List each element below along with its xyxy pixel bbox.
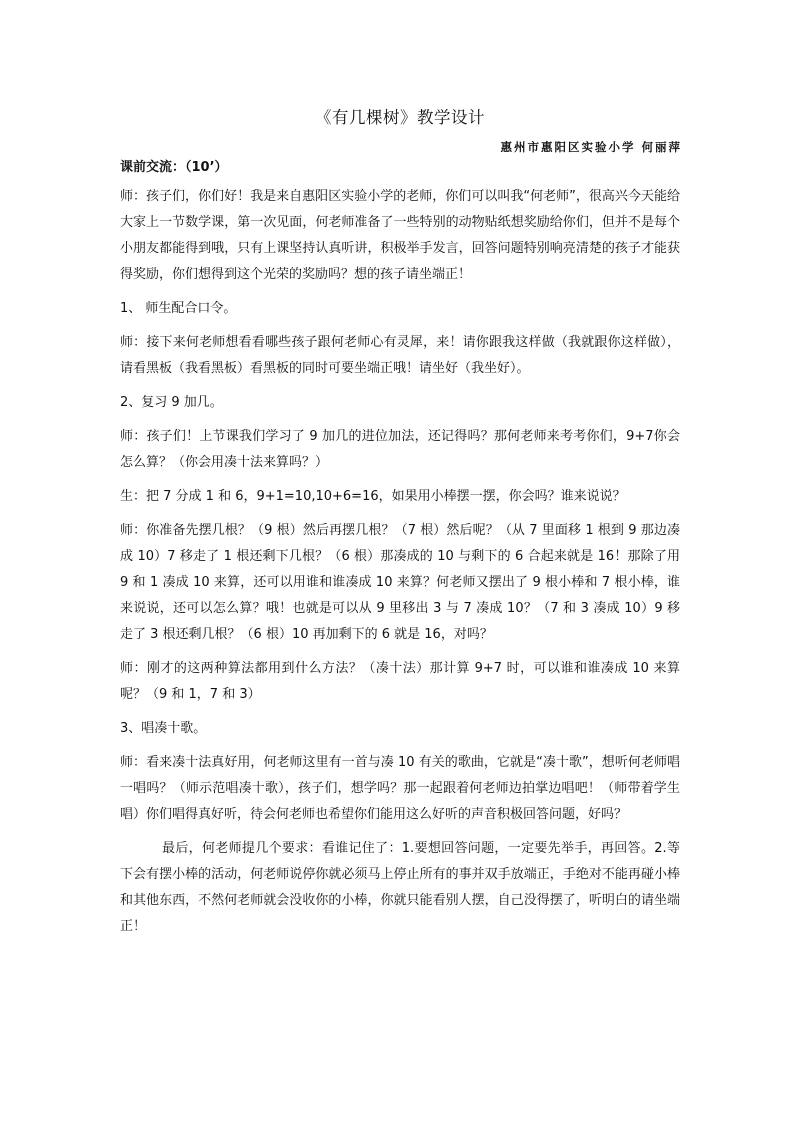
paragraph-stick-method: 师：你准备先摆几根？（9 根）然后再摆几根？（7 根）然后呢？（从 7 里面移 1 根到 9 那边凑成 10）7 移走了 1 根还剩下几根？（6 根）那凑成的 10 与剩下的 6 合起来就是 16！那除了用 9 和 1 凑成 10 来算，还可以用谁和谁凑成 10 来算？何老师又摆出了 9 根小棒和 7 根小棒，谁来说说，还可以怎么算？哦！也就是可以从 9 里移出 3 与 7 凑成 10？（7 和 3 凑成 10）9 移走了 3 根还剩几根？（6 根）10 再加剩下的 6 就是 16，对吗？ — [120, 523, 680, 642]
section-heading: 课前交流：（10’） — [120, 160, 228, 175]
paragraph-review-question: 师：孩子们！上节课我们学习了 9 加几的进位加法，还记得吗？那何老师来考考你们，9+7你会怎么算？（你会用凑十法来算吗？） — [120, 429, 680, 470]
paragraph-greeting: 师：孩子们，你们好！我是来自惠阳区实验小学的老师，你们可以叫我“何老师”，很高兴今天能给大家上一节数学课，第一次见面，何老师准备了一些特别的动物贴纸想奖励给你们，但并不是每个小朋友都能得到哦，只有上课坚持认真听讲，积极举手发言，回答问题特别响亮清楚的孩子才能获得奖励，你们想得到这个光荣的奖励吗？想的孩子请坐端正！ — [120, 189, 680, 282]
list-item-3: 3、唱凑十歌。 — [120, 721, 207, 736]
paragraph-rhythm-cue: 师：接下来何老师想看看哪些孩子跟何老师心有灵犀，来！请你跟我这样做（我就跟你这样做），请看黑板（我看黑板）看黑板的同时可要坐端正哦！请坐好（我坐好）。 — [120, 335, 680, 376]
paragraph-student-answer: 生：把 7 分成 1 和 6，9+1=10,10+6=16，如果用小棒摆一摆，你会吗？谁来说说？ — [120, 489, 626, 504]
list-item-2: 2、复习 9 加几。 — [120, 395, 223, 410]
document-body — [120, 184, 680, 940]
paragraph-song: 师：看来凑十法真好用，何老师这里有一首与凑 10 有关的歌曲，它就是“凑十歌”，想听何老师唱一唱吗？（师示范唱凑十歌），孩子们，想学吗？那一起跟着何老师边拍掌边唱吧！（师带着学生唱）你们唱得真好听，待会何老师也希望你们能用这么好听的声音积极回答问题，好吗？ — [120, 755, 680, 822]
paragraph-method-summary: 师：刚才的这两种算法都用到什么方法？（凑十法）那计算 9+7 时，可以谁和谁凑成 10 来算呢？（9 和 1，7 和 3） — [120, 661, 680, 702]
document-title: 《有几棵树》教学设计 — [315, 108, 485, 127]
paragraph-requirements: 最后，何老师提几个要求：看谁记住了：1.要想回答问题，一定要先举手，再回答。2.等下会有摆小棒的活动，何老师说停你就必须马上停止所有的事并双手放端正，手绝对不能再碰小棒和其他东西，不然何老师就会没收你的小棒，你就只能看别人摆，自己没得摆了，听明白的请坐端正！ — [120, 841, 680, 934]
list-item-1: 1、 师生配合口令。 — [120, 301, 237, 316]
author-line: 惠州市惠阳区实验小学 何丽萍 — [500, 140, 682, 154]
